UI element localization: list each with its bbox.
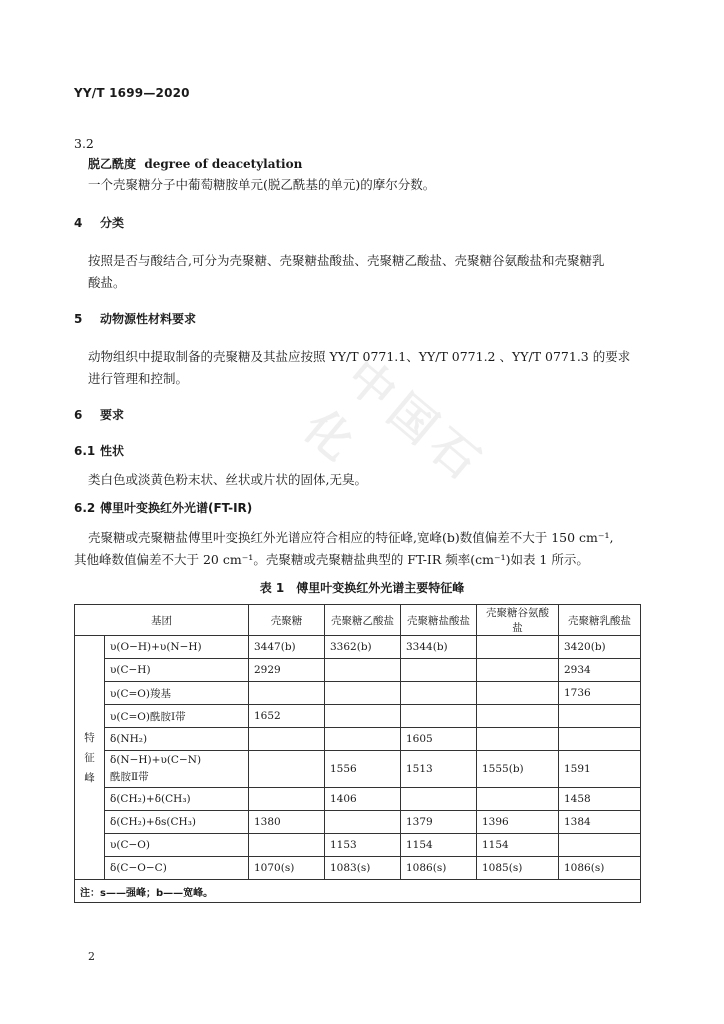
value-cell: 1154 — [477, 834, 559, 857]
section-6-1-body: 类白色或淡黄色粉末状、丝状或片状的固体,无臭。 — [88, 472, 367, 487]
group-cell-line1: δ(N−H)+υ(C−N) — [110, 754, 202, 766]
section-6-2-title: 傅里叶变换红外光谱(FT-IR) — [100, 501, 253, 515]
section-6-1-heading — [74, 440, 124, 462]
group-cell: δ(C−O−C) — [105, 857, 249, 880]
header-glutamate: 壳聚糖谷氨酸盐 — [477, 605, 559, 636]
header-hydrochloride: 壳聚糖盐酸盐 — [401, 605, 477, 636]
header-group: 基团 — [75, 605, 249, 636]
value-cell: 1458 — [559, 788, 641, 811]
value-cell: 2929 — [249, 659, 325, 682]
section-6-2-body-line1: 壳聚糖或壳聚糖盐傅里叶变换红外光谱应符合相应的特征峰,宽峰(b)数值偏差不大于 150 cm⁻¹, — [88, 530, 614, 545]
value-cell — [477, 788, 559, 811]
section-6-title: 要求 — [100, 408, 125, 422]
value-cell: 1153 — [325, 834, 401, 857]
table-note: 注：s——强峰；b——宽峰。 — [75, 880, 641, 903]
header-lactate: 壳聚糖乳酸盐 — [559, 605, 641, 636]
section-4-heading — [74, 212, 124, 234]
value-cell: 3362(b) — [325, 636, 401, 659]
value-cell — [325, 728, 401, 751]
group-cell: υ(C=O)羧基 — [105, 682, 249, 705]
value-cell — [477, 705, 559, 728]
group-cell-line2: 酰胺Ⅱ带 — [110, 771, 149, 783]
value-cell — [477, 682, 559, 705]
value-cell — [325, 659, 401, 682]
table-header-row — [75, 605, 641, 636]
group-cell: δ(CH₂)+δ(CH₃) — [105, 788, 249, 811]
value-cell: 1591 — [559, 751, 641, 788]
value-cell: 1083(s) — [325, 857, 401, 880]
section-4-body-line2: 酸盐。 — [88, 275, 126, 290]
group-cell — [105, 751, 249, 788]
value-cell — [325, 682, 401, 705]
value-cell: 1555(b) — [477, 751, 559, 788]
header-chitosan: 壳聚糖 — [249, 605, 325, 636]
term-definition: 一个壳聚糖分子中葡萄糖胺单元(脱乙酰基的单元)的摩尔分数。 — [88, 177, 436, 192]
section-4-title: 分类 — [100, 216, 125, 230]
value-cell — [559, 834, 641, 857]
table-row — [75, 682, 641, 705]
watermark: 中国石化 — [293, 348, 496, 495]
value-cell — [401, 659, 477, 682]
ftir-table — [74, 604, 641, 903]
value-cell: 3344(b) — [401, 636, 477, 659]
section-3-2-number: 3.2 — [74, 136, 94, 151]
group-label-char-2: 征 — [84, 751, 95, 764]
header-acetate: 壳聚糖乙酸盐 — [325, 605, 401, 636]
value-cell — [477, 728, 559, 751]
group-cell: δ(CH₂)+δs(CH₃) — [105, 811, 249, 834]
value-cell: 1396 — [477, 811, 559, 834]
table-row — [75, 834, 641, 857]
value-cell — [401, 788, 477, 811]
value-cell — [249, 728, 325, 751]
value-cell: 1380 — [249, 811, 325, 834]
table-row — [75, 857, 641, 880]
table-row — [75, 788, 641, 811]
value-cell: 1086(s) — [401, 857, 477, 880]
value-cell: 1513 — [401, 751, 477, 788]
standard-number: YY/T 1699—2020 — [74, 86, 190, 100]
value-cell: 1379 — [401, 811, 477, 834]
group-cell: υ(C=O)酰胺Ⅰ带 — [105, 705, 249, 728]
value-cell: 1652 — [249, 705, 325, 728]
value-cell: 1406 — [325, 788, 401, 811]
characteristic-peak-label — [75, 636, 105, 880]
section-5-heading — [74, 308, 196, 330]
group-label-char-1: 特 — [84, 731, 95, 744]
value-cell: 1070(s) — [249, 857, 325, 880]
group-cell: υ(O−H)+υ(N−H) — [105, 636, 249, 659]
section-4-body-line1: 按照是否与酸结合,可分为壳聚糖、壳聚糖盐酸盐、壳聚糖乙酸盐、壳聚糖谷氨酸盐和壳聚糖乳 — [88, 253, 605, 268]
value-cell: 1736 — [559, 682, 641, 705]
section-5-body-line1: 动物组织中提取制备的壳聚糖及其盐应按照 YY/T 0771.1、YY/T 0771.2 、YY/T 0771.3 的要求 — [88, 349, 631, 364]
table-row — [75, 636, 641, 659]
table-row — [75, 728, 641, 751]
value-cell — [325, 811, 401, 834]
term-zh: 脱乙酰度 — [88, 157, 137, 171]
value-cell — [401, 705, 477, 728]
group-cell: υ(C−H) — [105, 659, 249, 682]
table-row — [75, 705, 641, 728]
table-caption: 表 1 傅里叶变换红外光谱主要特征峰 — [259, 581, 465, 595]
section-6-heading — [74, 404, 124, 426]
value-cell — [249, 751, 325, 788]
term-heading — [88, 153, 302, 175]
section-6-2-body-line2: 其他峰数值偏差不大于 20 cm⁻¹。壳聚糖或壳聚糖盐典型的 FT-IR 频率(cm⁻¹)如表 1 所示。 — [74, 552, 589, 567]
section-6-1-title: 性状 — [100, 444, 125, 458]
value-cell: 2934 — [559, 659, 641, 682]
table-row — [75, 659, 641, 682]
section-6-number: 6 — [74, 408, 83, 422]
value-cell: 1556 — [325, 751, 401, 788]
value-cell — [559, 728, 641, 751]
value-cell: 1154 — [401, 834, 477, 857]
group-cell: δ(NH₂) — [105, 728, 249, 751]
value-cell — [325, 705, 401, 728]
value-cell: 3447(b) — [249, 636, 325, 659]
value-cell — [477, 636, 559, 659]
table-row — [75, 751, 641, 788]
value-cell: 1384 — [559, 811, 641, 834]
value-cell — [249, 834, 325, 857]
group-cell: υ(C−O) — [105, 834, 249, 857]
value-cell: 1085(s) — [477, 857, 559, 880]
section-5-number: 5 — [74, 312, 83, 326]
value-cell: 1086(s) — [559, 857, 641, 880]
value-cell: 3420(b) — [559, 636, 641, 659]
section-4-number: 4 — [74, 216, 83, 230]
table-note-row — [75, 880, 641, 903]
value-cell: 1605 — [401, 728, 477, 751]
value-cell — [559, 705, 641, 728]
value-cell — [477, 659, 559, 682]
value-cell — [249, 682, 325, 705]
table-row — [75, 811, 641, 834]
term-en: degree of deacetylation — [144, 157, 303, 171]
value-cell — [249, 788, 325, 811]
value-cell — [401, 682, 477, 705]
section-6-2-heading — [74, 497, 252, 519]
section-6-2-number: 6.2 — [74, 501, 96, 515]
section-5-title: 动物源性材料要求 — [100, 312, 197, 326]
page-number: 2 — [88, 950, 95, 963]
section-5-body-line2: 进行管理和控制。 — [88, 371, 189, 386]
section-6-1-number: 6.1 — [74, 444, 96, 458]
group-label-char-3: 峰 — [84, 771, 95, 784]
